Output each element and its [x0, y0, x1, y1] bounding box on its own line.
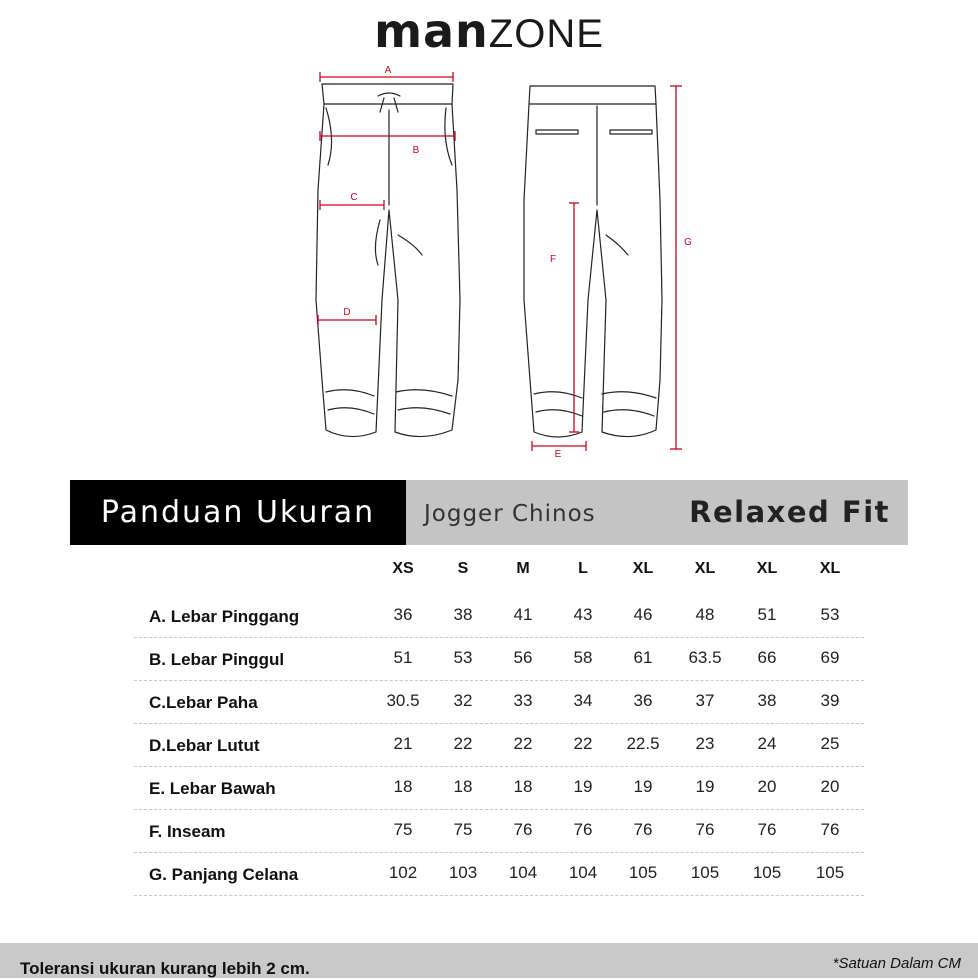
table-cell: 63.5 — [688, 648, 722, 667]
banner-title: Panduan Ukuran — [70, 480, 406, 545]
table-cell: 75 — [393, 820, 413, 839]
banner-fit: Relaxed Fit — [689, 495, 890, 529]
table-cell: 43 — [573, 605, 593, 624]
table-cell: 76 — [757, 820, 777, 839]
table-cell: 18 — [513, 777, 533, 796]
table-cell: 36 — [633, 691, 653, 710]
table-cell: 105 — [628, 863, 658, 882]
table-cell: 53 — [453, 648, 473, 667]
table-cell: 76 — [695, 820, 715, 839]
size-header: M — [516, 560, 530, 577]
table-cell: 69 — [820, 648, 840, 667]
table-cell: 103 — [448, 863, 478, 882]
table-cell: 102 — [388, 863, 418, 882]
row-label: D.Lebar Lutut — [149, 736, 260, 755]
front-cuff-left — [326, 390, 374, 414]
size-header: XS — [392, 560, 414, 577]
table-cell: 34 — [573, 691, 593, 710]
table-cell: 105 — [815, 863, 845, 882]
table-cell: 22.5 — [626, 734, 660, 753]
table-cell: 105 — [690, 863, 720, 882]
brand-logo — [0, 4, 978, 58]
size-header: XL — [756, 560, 778, 577]
table-cell: 30.5 — [386, 691, 420, 710]
brand-logo-man: man — [374, 4, 489, 58]
front-fold-left — [375, 220, 380, 265]
size-header-row — [0, 560, 978, 584]
table-cell: 32 — [453, 691, 473, 710]
table-row-panjang-celana — [134, 852, 864, 896]
table-row-lebar-paha — [134, 680, 864, 724]
pants-measurement-diagram — [300, 60, 700, 470]
banner-product-name: Jogger Chinos — [424, 501, 596, 527]
table-cell: 75 — [453, 820, 473, 839]
size-header: XL — [632, 560, 654, 577]
back-pants-outline — [524, 104, 662, 437]
measure-label-e: E — [554, 449, 562, 460]
table-cell: 46 — [633, 605, 653, 624]
measure-label-b: B — [412, 145, 420, 156]
row-label: B. Lebar Pinggul — [149, 650, 285, 669]
table-cell: 22 — [573, 734, 593, 753]
table-cell: 19 — [633, 777, 653, 796]
table-cell: 22 — [453, 734, 473, 753]
table-cell: 38 — [453, 605, 473, 624]
table-row-lebar-pinggul — [134, 637, 864, 681]
back-cuff-left — [534, 392, 582, 416]
table-cell: 53 — [820, 605, 840, 624]
table-cell: 33 — [513, 691, 533, 710]
table-cell: 41 — [513, 605, 533, 624]
table-row-inseam — [134, 809, 864, 853]
table-cell: 48 — [695, 605, 715, 624]
back-waistband — [529, 86, 656, 104]
table-cell: 105 — [752, 863, 782, 882]
table-cell: 39 — [820, 691, 840, 710]
table-cell: 36 — [393, 605, 413, 624]
measure-label-g: G — [684, 237, 692, 248]
back-pocket-left — [536, 130, 578, 134]
table-cell: 56 — [513, 648, 533, 667]
front-cuff-right — [396, 390, 452, 414]
measure-label-c: C — [350, 192, 358, 203]
table-cell: 18 — [453, 777, 473, 796]
table-cell: 20 — [820, 777, 840, 796]
table-cell: 22 — [513, 734, 533, 753]
size-header: S — [457, 560, 469, 577]
table-cell: 76 — [573, 820, 593, 839]
table-cell: 104 — [568, 863, 598, 882]
table-cell: 76 — [513, 820, 533, 839]
front-waistband — [322, 84, 453, 104]
table-cell: 25 — [820, 734, 840, 753]
row-label: E. Lebar Bawah — [149, 779, 276, 798]
row-label: F. Inseam — [149, 822, 226, 841]
table-row-lebar-lutut — [134, 723, 864, 767]
size-header: XL — [694, 560, 716, 577]
table-cell: 66 — [757, 648, 777, 667]
front-drawstring — [378, 93, 400, 112]
measure-label-a: A — [384, 65, 392, 76]
table-cell: 19 — [573, 777, 593, 796]
table-cell: 23 — [695, 734, 715, 753]
table-row-lebar-pinggang — [134, 594, 864, 638]
size-guide-banner — [70, 480, 908, 545]
row-label: A. Lebar Pinggang — [149, 607, 300, 626]
brand-logo-zone: ZONE — [488, 12, 604, 56]
table-cell: 19 — [695, 777, 715, 796]
front-fold-right — [398, 235, 422, 255]
table-cell: 51 — [757, 605, 777, 624]
tolerance-note: Toleransi ukuran kurang lebih 2 cm. — [20, 959, 310, 978]
table-cell: 61 — [633, 648, 653, 667]
table-cell: 38 — [757, 691, 777, 710]
table-cell: 21 — [393, 734, 413, 753]
table-cell: 104 — [508, 863, 538, 882]
size-header: L — [578, 560, 588, 577]
table-cell: 18 — [393, 777, 413, 796]
table-row-lebar-bawah — [134, 766, 864, 810]
table-cell: 76 — [820, 820, 840, 839]
row-label: G. Panjang Celana — [149, 865, 299, 884]
table-cell: 51 — [393, 648, 413, 667]
front-pants-outline — [316, 104, 460, 437]
footer-bar — [0, 943, 978, 978]
table-cell: 37 — [695, 691, 715, 710]
unit-note: *Satuan Dalam CM — [832, 955, 961, 972]
table-cell: 24 — [757, 734, 777, 753]
size-header: XL — [819, 560, 841, 577]
table-cell: 20 — [757, 777, 777, 796]
back-cuff-right — [602, 392, 656, 416]
back-fold — [606, 235, 628, 255]
measure-label-d: D — [343, 307, 351, 318]
back-pocket-right — [610, 130, 652, 134]
table-cell: 58 — [573, 648, 593, 667]
table-cell: 76 — [633, 820, 653, 839]
row-label: C.Lebar Paha — [149, 693, 258, 712]
measure-label-f: F — [549, 254, 557, 265]
